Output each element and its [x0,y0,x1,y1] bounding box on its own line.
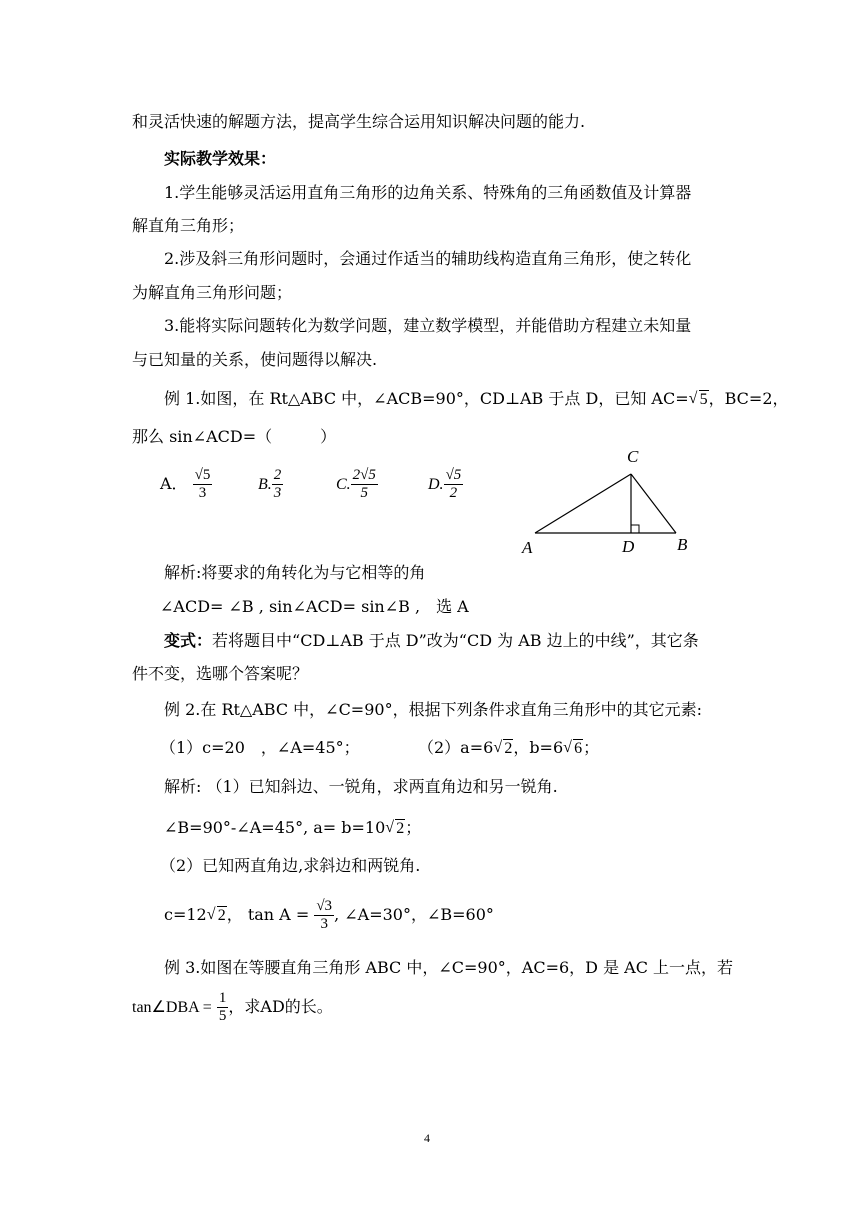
text-segment: 例 1.如图，在 Rt△ABC 中，∠ACB=90°，CD⊥AB 于点 D，已知 AC= [164,389,689,408]
option-label: B. [258,476,272,493]
list-item: 2.涉及斜三角形问题时，会通过作适当的辅助线构造直角三角形，使之转化 [164,249,692,268]
sqrt-expr: √ 6 [563,739,583,759]
fraction: $\frac{2√5}{5}$ [352,467,376,501]
label-d: D [622,537,635,556]
option-a [160,467,212,502]
option-d [428,467,463,502]
text-line: 件不变，选哪个答案呢？ [132,664,309,683]
text-line: 和灵活快速的解题方法，提高学生综合运用知识解决问题的能力. [132,112,586,131]
fraction: $\frac{√3}{3}$ [316,898,333,932]
option-c [336,467,378,502]
page-number: 4 [424,1131,430,1145]
fraction: $\frac{√5}{3}$ [194,467,211,501]
variant-line [164,631,699,651]
example-1-line [164,389,789,410]
sqrt-expr: √ 2 [493,739,513,759]
option-label: D. [428,476,444,493]
text-line: 解析:将要求的角转化为与它相等的角 [164,563,426,582]
list-item: 1.学生能够灵活运用直角三角形的边角关系、特殊角的三角函数值及计算器 [164,183,692,202]
example-2-condition-2: （2）a=6√ 2，b=6√ 6； [418,738,599,759]
option-label: A． [160,474,188,493]
fraction: $\frac{√5}{2}$ [445,467,462,501]
text-line: ∠B=90°-∠A=45°, a= b=10√ 2； [164,818,421,839]
sqrt-expr: √ 5 [689,390,709,410]
text-line: c=12√ 2， tan A = $\frac{√3}{3}$ , ∠A=30°，∠B=60° [164,898,494,933]
example-2-line: 例 2.在 Rt△ABC 中，∠C=90°，根据下列条件求直角三角形中的其它元素: [164,700,702,719]
text-line: 解析: （1）已知斜边、一锐角，求两直角边和另一锐角. [164,777,558,796]
label-c: C [627,447,639,466]
right-angle-mark [631,525,639,533]
fraction: $\frac{1}{5}$ [218,990,227,1024]
text-line: ∠ACD= ∠B , sin∠ACD= sin∠B , 选 A [160,597,469,616]
label-b: B [677,535,688,554]
list-item: 3.能将实际问题转化为数学问题，建立数学模型，并能借助方程建立未知量 [164,316,692,335]
text-segment: ，BC=2， [708,389,789,408]
option-b [258,467,283,502]
triangle-figure [510,440,710,560]
sqrt-expr: √ 2 [207,906,227,926]
option-label: C. [336,476,351,493]
text-line: （2）已知两直角边,求斜边和两锐角. [160,856,421,875]
fraction: $\frac{2}{3}$ [273,467,282,501]
variant-label: 变式： [164,631,213,650]
sqrt-expr: √ 2 [385,819,405,839]
text-segment: 若将题目中“CD⊥AB 于点 D”改为“CD 为 AB 边上的中线”，其它条 [212,631,699,650]
example-2-condition-1: （1）c=20 ，∠A=45°； [160,738,360,757]
section-heading: 实际教学效果： [164,149,277,168]
text-line: 与已知量的关系，使问题得以解决. [132,350,378,369]
label-a: A [522,538,533,557]
text-line: 解直角三角形； [132,216,245,235]
example-3-line: 例 3.如图在等腰直角三角形 ABC 中，∠C=90°，AC=6，D 是 AC 上一点，若 [164,958,734,977]
text-line: tan∠DBA = $\frac{1}{5}$ ，求AD的长。 [132,990,333,1024]
side-ac [535,474,631,533]
text-line: 那么 sin∠ACD=（ ） [132,427,337,446]
text-line: 为解直角三角形问题； [132,283,293,302]
side-cb [631,474,676,533]
